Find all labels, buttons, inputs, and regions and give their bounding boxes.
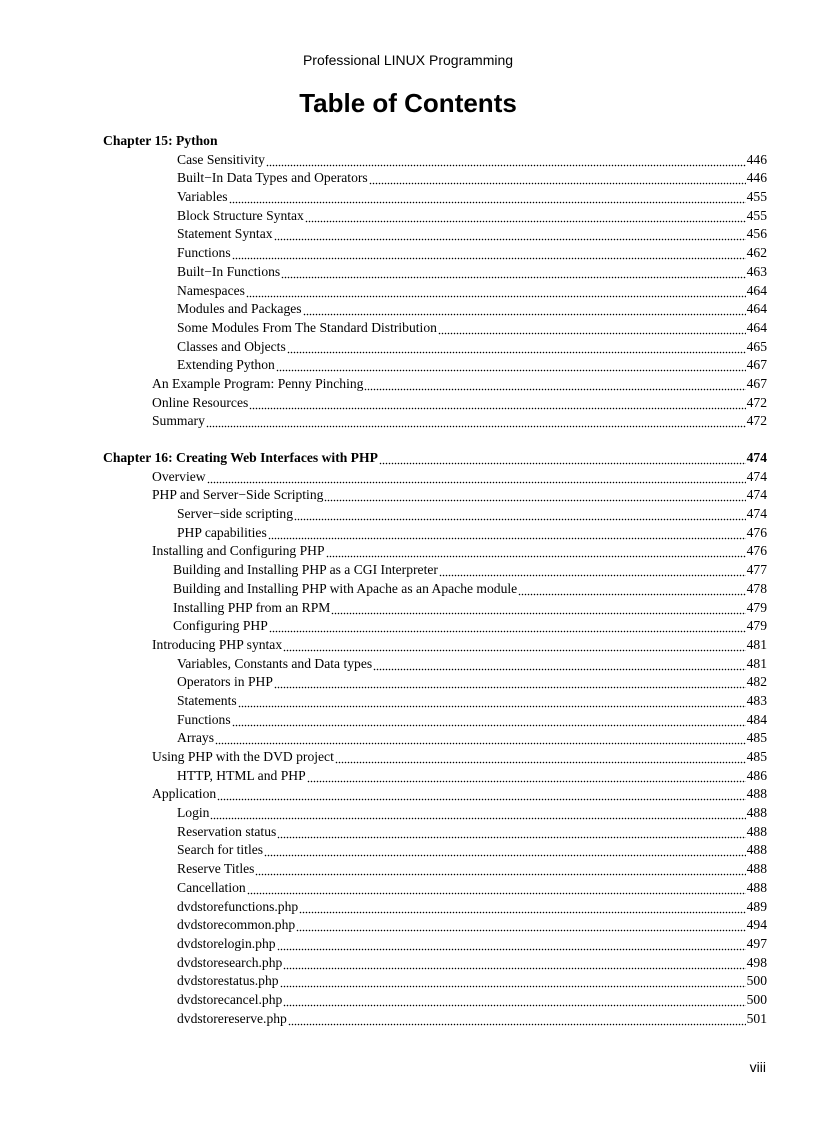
toc-entry-page: 488 xyxy=(746,842,767,858)
toc-entry-page: 467 xyxy=(746,357,767,373)
leader-dots xyxy=(335,748,746,767)
leader-dots xyxy=(274,673,746,692)
toc-entry-page: 456 xyxy=(746,226,767,242)
toc-entry-label: Statement Syntax xyxy=(177,226,273,242)
leader-dots xyxy=(294,505,746,524)
leader-dots xyxy=(276,356,746,375)
leader-dots xyxy=(373,655,745,674)
toc-entry-label: Modules and Packages xyxy=(177,301,302,317)
toc-entry-page: 498 xyxy=(746,954,767,970)
toc-entry[interactable] xyxy=(0,300,816,319)
toc-entry[interactable] xyxy=(0,561,816,580)
leader-dots xyxy=(283,636,745,655)
toc-entry-label: Introducing PHP syntax xyxy=(152,636,283,652)
toc-entry-label: An Example Program: Penny Pinching xyxy=(152,375,364,391)
leader-dots xyxy=(229,188,746,207)
toc-entry-label: Block Structure Syntax xyxy=(177,207,304,223)
toc-entry[interactable] xyxy=(0,748,816,767)
toc-entry[interactable] xyxy=(0,282,816,301)
toc-entry[interactable] xyxy=(0,916,816,935)
toc-entry-label: Cancellation xyxy=(177,879,246,895)
page-number: viii xyxy=(749,1059,766,1075)
toc-entry-label: Case Sensitivity xyxy=(177,151,265,167)
leader-dots xyxy=(215,729,746,748)
toc-entry[interactable] xyxy=(0,767,816,786)
leader-dots xyxy=(305,207,746,226)
toc-entry[interactable] xyxy=(0,486,816,505)
toc-entry-page: 463 xyxy=(746,263,767,279)
toc-entry-label: dvdstorecancel.php xyxy=(177,991,283,1007)
table-of-contents xyxy=(0,132,816,1028)
toc-entry-page: 446 xyxy=(746,151,767,167)
toc-entry-label: Server−side scripting xyxy=(177,506,294,522)
leader-dots xyxy=(232,244,746,263)
toc-entry[interactable] xyxy=(0,599,816,618)
leader-dots xyxy=(206,412,746,431)
toc-entry-page: 485 xyxy=(746,749,767,764)
leader-dots xyxy=(283,954,745,973)
toc-entry-page: 472 xyxy=(746,413,767,429)
section-spacer xyxy=(0,431,816,449)
toc-entry-label: dvdstorefunctions.php xyxy=(177,898,299,914)
toc-entry-page: 479 xyxy=(746,599,767,615)
toc-entry[interactable] xyxy=(0,151,816,170)
toc-entry[interactable] xyxy=(0,263,816,282)
toc-entry[interactable] xyxy=(0,711,816,730)
toc-entry-label: Arrays xyxy=(177,730,214,746)
leader-dots xyxy=(255,860,745,879)
toc-entry-label: Built−In Data Types and Operators xyxy=(177,170,368,186)
toc-entry-label: Search for titles xyxy=(177,842,264,858)
leader-dots xyxy=(287,338,746,357)
toc-entry-page: 474 xyxy=(746,487,767,503)
toc-entry-page: 478 xyxy=(746,580,767,596)
toc-entry[interactable] xyxy=(0,225,816,244)
toc-entry[interactable] xyxy=(0,524,816,543)
toc-entry[interactable] xyxy=(0,636,816,655)
toc-entry[interactable] xyxy=(0,542,816,561)
toc-entry-label: Building and Installing PHP as a CGI Interpreter xyxy=(173,562,438,578)
toc-entry-page: 500 xyxy=(746,973,767,989)
toc-entry-label: Building and Installing PHP with Apache as an Apache module xyxy=(173,580,518,596)
toc-entry[interactable] xyxy=(0,375,816,394)
leader-dots xyxy=(439,561,746,580)
leader-dots xyxy=(364,375,745,394)
toc-entry[interactable] xyxy=(0,841,816,860)
toc-entry-page: 488 xyxy=(746,861,767,877)
toc-entry[interactable] xyxy=(0,617,816,636)
leader-dots xyxy=(281,263,745,282)
toc-entry-page: 464 xyxy=(746,301,767,317)
toc-entry-label: dvdstorestatus.php xyxy=(177,973,279,989)
toc-entry[interactable] xyxy=(0,673,816,692)
leader-dots xyxy=(277,935,746,954)
toc-entry-page: 488 xyxy=(746,879,767,895)
toc-entry-label: dvdstoresearch.php xyxy=(177,954,283,970)
leader-dots xyxy=(269,617,746,636)
running-header: Professional LINUX Programming xyxy=(302,52,514,68)
toc-entry-label: Operators in PHP xyxy=(177,674,273,690)
toc-entry-label: Reservation status xyxy=(177,823,277,839)
toc-chapter-heading[interactable] xyxy=(0,449,816,468)
toc-entry-page: 501 xyxy=(746,1010,767,1026)
toc-entry-label: Configuring PHP xyxy=(173,618,268,634)
toc-entry-label: PHP and Server−Side Scripting xyxy=(152,487,324,503)
leader-dots xyxy=(264,841,746,860)
leader-dots xyxy=(307,767,746,786)
toc-chapter-page: 474 xyxy=(746,450,767,465)
toc-entry-page: 488 xyxy=(746,805,767,821)
toc-entry[interactable] xyxy=(0,898,816,917)
toc-entry-label: dvdstorelogin.php xyxy=(177,935,276,951)
toc-entry[interactable] xyxy=(0,655,816,674)
leader-dots xyxy=(283,991,745,1010)
toc-entry-page: 455 xyxy=(746,189,767,205)
leader-dots xyxy=(266,151,746,170)
toc-entry-label: Online Resources xyxy=(152,394,249,410)
toc-entry[interactable] xyxy=(0,991,816,1010)
toc-entry[interactable] xyxy=(0,785,816,804)
leader-dots xyxy=(438,319,746,338)
toc-entry-label: HTTP, HTML and PHP xyxy=(177,767,306,783)
toc-entry-page: 494 xyxy=(746,917,767,933)
toc-entry-page: 474 xyxy=(746,506,767,522)
toc-entry[interactable] xyxy=(0,356,816,375)
toc-entry-page: 488 xyxy=(746,786,767,802)
toc-entry-page: 485 xyxy=(746,730,767,746)
toc-entry[interactable] xyxy=(0,338,816,357)
toc-entry-label: Installing PHP from an RPM xyxy=(173,599,331,615)
toc-entry-label: Variables xyxy=(177,189,228,205)
page-title: Table of Contents xyxy=(299,88,517,118)
toc-entry-label: Statements xyxy=(177,692,237,708)
leader-dots xyxy=(249,394,745,413)
toc-entry-label: Namespaces xyxy=(177,282,245,298)
toc-entry-page: 479 xyxy=(746,618,767,634)
leader-dots xyxy=(296,916,745,935)
toc-entry-page: 465 xyxy=(746,338,767,354)
toc-entry-page: 488 xyxy=(746,823,767,839)
leader-dots xyxy=(274,225,746,244)
leader-dots xyxy=(324,486,745,505)
toc-entry[interactable] xyxy=(0,954,816,973)
toc-entry-label: Installing and Configuring PHP xyxy=(152,543,325,559)
toc-entry-page: 462 xyxy=(746,245,767,261)
toc-entry[interactable] xyxy=(0,823,816,842)
toc-entry-page: 464 xyxy=(746,319,767,335)
leader-dots xyxy=(518,580,745,599)
toc-entry-label: dvdstorecommon.php xyxy=(177,917,296,933)
toc-entry-label: Some Modules From The Standard Distribution xyxy=(177,319,437,335)
toc-entry-page: 446 xyxy=(746,170,767,186)
leader-dots xyxy=(268,524,746,543)
toc-chapter-title: Chapter 15: Python xyxy=(103,133,218,148)
toc-entry-page: 481 xyxy=(746,636,767,652)
toc-entry[interactable] xyxy=(0,860,816,879)
toc-entry[interactable] xyxy=(0,935,816,954)
leader-dots xyxy=(288,1010,746,1029)
toc-entry-label: Classes and Objects xyxy=(177,338,286,354)
toc-entry-page: 481 xyxy=(746,655,767,671)
toc-entry-label: Using PHP with the DVD project xyxy=(152,749,334,764)
toc-entry[interactable] xyxy=(0,394,816,413)
leader-dots xyxy=(379,449,746,468)
leader-dots xyxy=(232,711,746,730)
toc-entry-label: Summary xyxy=(152,413,205,429)
leader-dots xyxy=(303,300,746,319)
toc-entry-label: Overview xyxy=(152,468,206,484)
toc-entry[interactable] xyxy=(0,879,816,898)
leader-dots xyxy=(247,879,746,898)
leader-dots xyxy=(207,468,746,487)
toc-entry-page: 484 xyxy=(746,711,767,727)
toc-entry-label: Built−In Functions xyxy=(177,263,281,279)
toc-entry-page: 474 xyxy=(746,468,767,484)
toc-entry[interactable] xyxy=(0,319,816,338)
toc-entry-label: PHP capabilities xyxy=(177,524,267,540)
toc-entry-page: 483 xyxy=(746,692,767,708)
toc-entry-label: Functions xyxy=(177,711,231,727)
toc-entry[interactable] xyxy=(0,729,816,748)
toc-entry[interactable] xyxy=(0,468,816,487)
toc-entry[interactable] xyxy=(0,169,816,188)
toc-entry[interactable] xyxy=(0,188,816,207)
toc-entry-label: Functions xyxy=(177,245,231,261)
toc-entry-label: dvdstorereserve.php xyxy=(177,1010,287,1026)
toc-entry-label: Login xyxy=(177,805,210,821)
leader-dots xyxy=(238,692,746,711)
toc-entry-page: 486 xyxy=(746,767,767,783)
toc-entry[interactable] xyxy=(0,804,816,823)
toc-entry-page: 482 xyxy=(746,674,767,690)
toc-entry-page: 467 xyxy=(746,375,767,391)
toc-entry-page: 489 xyxy=(746,898,767,914)
toc-entry-page: 464 xyxy=(746,282,767,298)
toc-chapter-title: Chapter 16: Creating Web Interfaces with PHP xyxy=(103,450,378,465)
leader-dots xyxy=(277,823,745,842)
toc-entry-page: 455 xyxy=(746,207,767,223)
leader-dots xyxy=(280,972,746,991)
toc-entry[interactable] xyxy=(0,207,816,226)
leader-dots xyxy=(217,785,745,804)
toc-entry-page: 472 xyxy=(746,394,767,410)
toc-entry-page: 476 xyxy=(746,543,767,559)
leader-dots xyxy=(326,542,746,561)
toc-entry-label: Reserve Titles xyxy=(177,861,255,877)
toc-entry-label: Variables, Constants and Data types xyxy=(177,655,373,671)
toc-entry-page: 497 xyxy=(746,935,767,951)
leader-dots xyxy=(369,169,746,188)
toc-entry[interactable] xyxy=(0,244,816,263)
leader-dots xyxy=(331,599,745,618)
leader-dots xyxy=(246,282,746,301)
toc-entry[interactable] xyxy=(0,412,816,431)
toc-entry[interactable] xyxy=(0,972,816,991)
toc-entry-page: 476 xyxy=(746,524,767,540)
leader-dots xyxy=(210,804,745,823)
toc-chapter-heading[interactable] xyxy=(0,132,816,151)
toc-entry-page: 477 xyxy=(746,562,767,578)
toc-entry[interactable] xyxy=(0,505,816,524)
toc-entry[interactable] xyxy=(0,1010,816,1029)
toc-entry-page: 500 xyxy=(746,991,767,1007)
leader-dots xyxy=(299,898,745,917)
toc-entry-label: Extending Python xyxy=(177,357,275,373)
toc-entry-label: Application xyxy=(152,786,217,802)
toc-entry[interactable] xyxy=(0,580,816,599)
toc-entry[interactable] xyxy=(0,692,816,711)
